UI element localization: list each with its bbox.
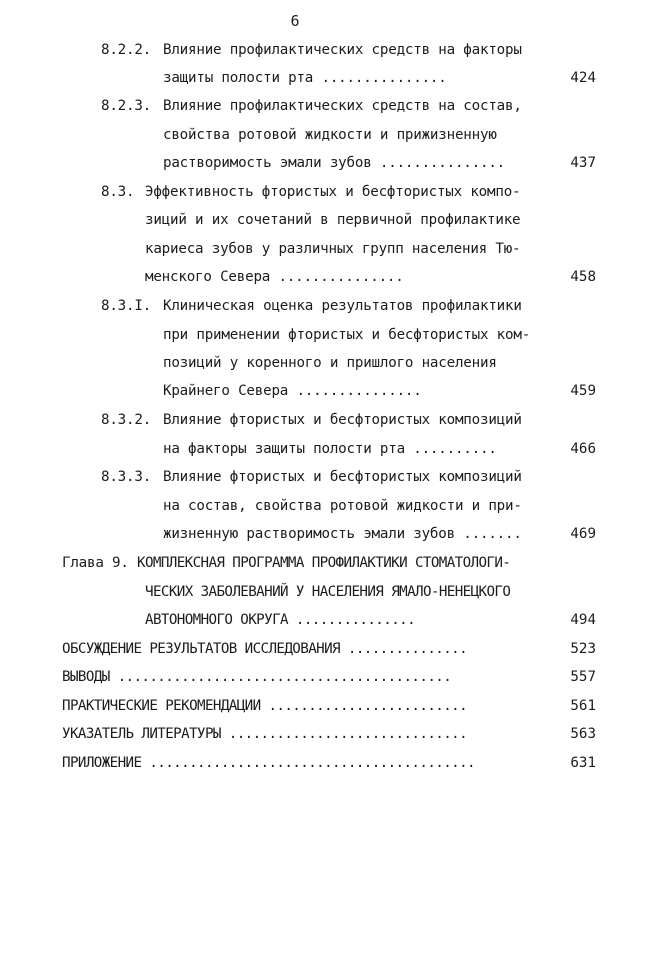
entry-title-line: на состав, свойства ротовой жидкости и при-: [163, 498, 522, 514]
entry-page: 458: [570, 269, 596, 285]
chapter-number: Глава 9.: [62, 555, 129, 571]
entry-title-line: менского Севера ...............: [145, 269, 404, 285]
entry-title-line: Влияние профилактических средств на состав,: [163, 98, 522, 114]
entry-page: 466: [570, 441, 596, 457]
entry-page: 437: [570, 155, 596, 171]
entry-title-line: кариеса зубов у различных групп населения Тю-: [145, 241, 521, 257]
entry-title-line: зиций и их сочетаний в первичной профилактике: [145, 212, 521, 228]
entry-number: 8.2.2.: [101, 42, 152, 58]
entry-number: 8.3.: [101, 184, 135, 200]
entry-page: 424: [570, 70, 596, 86]
chapter-title-line: КОМПЛЕКСНАЯ ПРОГРАММА ПРОФИЛАКТИКИ СТОМАТОЛОГИ-: [137, 555, 511, 571]
entry-title-line: Влияние фтористых и бесфтористых композиций: [163, 412, 522, 428]
entry-title-line: жизненную растворимость эмали зубов .......: [163, 526, 522, 542]
entry-title-line: растворимость эмали зубов ...............: [163, 155, 506, 171]
chapter-title-line: ЧЕСКИХ ЗАБОЛЕВАНИЙ У НАСЕЛЕНИЯ ЯМАЛО-НЕНЕЦКОГО: [145, 584, 511, 600]
section-page: 561: [570, 698, 596, 714]
entry-number: 8.3.2.: [101, 412, 152, 428]
entry-title-line: Клиническая оценка результатов профилактики: [163, 298, 522, 314]
section-title: ВЫВОДЫ ..........................................: [62, 669, 452, 685]
section-page: 631: [570, 755, 596, 771]
entry-title-line: позиций у коренного и пришлого населения: [163, 355, 497, 371]
entry-title-line: свойства ротовой жидкости и прижизненную: [163, 127, 497, 143]
section-page: 563: [570, 726, 596, 742]
section-title: УКАЗАТЕЛЬ ЛИТЕРАТУРЫ ..............................: [62, 726, 468, 742]
entry-number: 8.3.I.: [101, 298, 152, 314]
chapter-page: 494: [570, 612, 596, 628]
entry-title-line: на факторы защиты полости рта ..........: [163, 441, 497, 457]
chapter-title-line: АВТОНОМНОГО ОКРУГА ...............: [145, 612, 416, 628]
entry-page: 459: [570, 383, 596, 399]
section-title: ПРАКТИЧЕСКИЕ РЕКОМЕНДАЦИИ .........................: [62, 698, 468, 714]
entry-title-line: защиты полости рта ...............: [163, 70, 447, 86]
section-title: ПРИЛОЖЕНИЕ .........................................: [62, 755, 475, 771]
entry-number: 8.2.3.: [101, 98, 152, 114]
entry-title-line: Крайнего Севера ...............: [163, 383, 422, 399]
section-title: ОБСУЖДЕНИЕ РЕЗУЛЬТАТОВ ИССЛЕДОВАНИЯ ...............: [62, 641, 468, 657]
entry-title-line: Влияние фтористых и бесфтористых композиций: [163, 469, 522, 485]
entry-number: 8.3.3.: [101, 469, 152, 485]
entry-page: 469: [570, 526, 596, 542]
section-page: 557: [570, 669, 596, 685]
section-page: 523: [570, 641, 596, 657]
entry-title-line: при применении фтористых и бесфтористых ком-: [163, 327, 531, 343]
entry-title-line: Эффективность фтористых и бесфтористых компо-: [145, 184, 521, 200]
entry-title-line: Влияние профилактических средств на факторы: [163, 42, 522, 58]
page-number: 6: [290, 12, 300, 30]
